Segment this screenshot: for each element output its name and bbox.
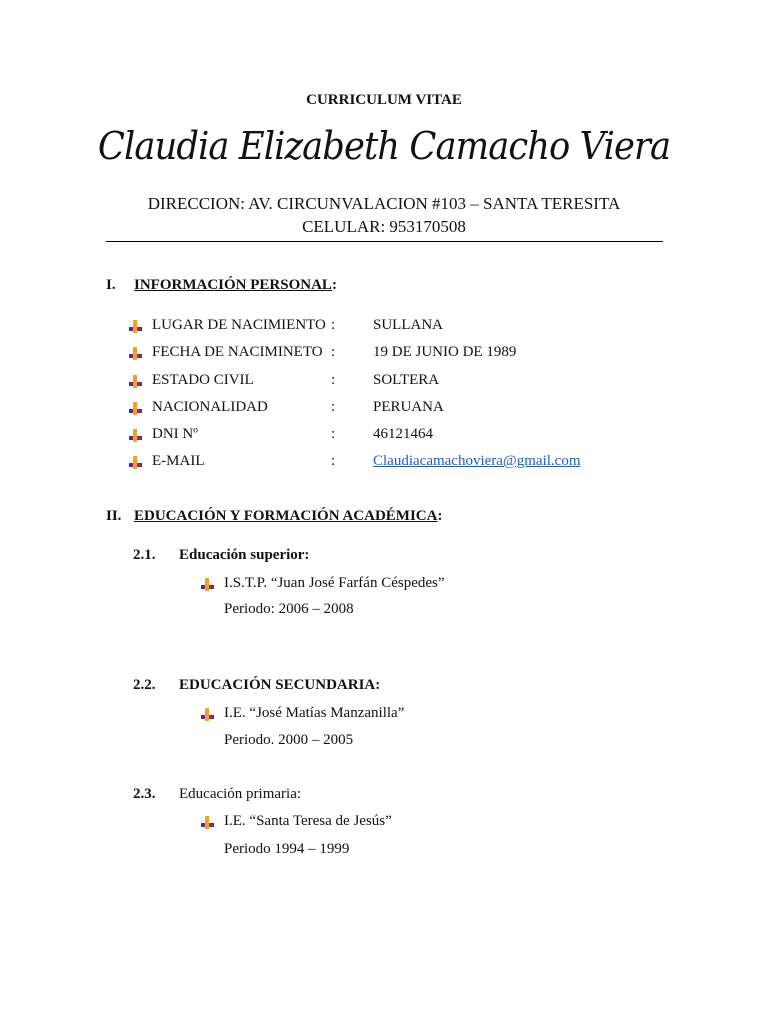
section-title: EDUCACIÓN Y FORMACIÓN ACADÉMICA	[134, 508, 438, 524]
email-link[interactable]: Claudiacamachoviera@gmail.com	[373, 453, 581, 469]
bullet-icon	[128, 319, 143, 334]
info-value: 46121464	[373, 426, 433, 442]
section-education-heading	[106, 508, 442, 525]
header-divider	[106, 241, 663, 242]
applicant-name: Claudia Elizabeth Camacho Viera	[97, 124, 671, 168]
document-title: CURRICULUM VITAE	[306, 92, 462, 108]
info-label: LUGAR DE NACIMIENTO	[152, 317, 326, 333]
info-colon: :	[331, 399, 336, 415]
info-label: E-MAIL	[152, 453, 205, 469]
info-value: 19 DE JUNIO DE 1989	[373, 344, 517, 360]
institution-name: I.E. “Santa Teresa de Jesús”	[224, 813, 392, 829]
bullet-icon	[200, 815, 215, 830]
section-title: INFORMACIÓN PERSONAL	[134, 277, 332, 293]
bullet-icon	[128, 346, 143, 361]
section-title-suffix: :	[437, 508, 443, 524]
subsection-number: 2.2.	[133, 677, 156, 693]
section-personal-info-heading	[106, 277, 337, 294]
section-number: I.	[106, 277, 116, 293]
info-label: DNI Nº	[152, 426, 198, 442]
info-colon: :	[331, 372, 336, 388]
address-line: DIRECCION: AV. CIRCUNVALACION #103 – SANTA TERESITA	[147, 194, 621, 213]
subsection-title: Educación primaria:	[179, 786, 302, 802]
bullet-icon	[200, 577, 215, 592]
info-colon: :	[331, 344, 336, 360]
subsection-title: Educación superior:	[179, 547, 310, 563]
info-colon: :	[331, 453, 336, 469]
subsection-title: EDUCACIÓN SECUNDARIA:	[179, 677, 381, 693]
bullet-icon	[200, 707, 215, 722]
education-period: Periodo: 2006 – 2008	[224, 601, 354, 617]
bullet-icon	[128, 428, 143, 443]
section-number: II.	[106, 508, 122, 524]
info-value: SULLANA	[373, 317, 443, 333]
bullet-icon	[128, 374, 143, 389]
phone-line: CELULAR: 953170508	[302, 217, 466, 236]
info-value: SOLTERA	[373, 372, 440, 388]
institution-name: I.E. “José Matías Manzanilla”	[224, 705, 405, 721]
info-label: FECHA DE NACIMINETO	[152, 344, 323, 360]
info-colon: :	[331, 426, 336, 442]
institution-name: I.S.T.P. “Juan José Farfán Céspedes”	[224, 575, 445, 591]
section-title-suffix: :	[331, 277, 337, 293]
info-value: PERUANA	[373, 399, 444, 415]
info-label: NACIONALIDAD	[152, 399, 268, 415]
subsection-number: 2.1.	[133, 547, 156, 563]
subsection-number: 2.3.	[133, 786, 156, 802]
bullet-icon	[128, 455, 143, 470]
info-colon: :	[331, 317, 336, 333]
bullet-icon	[128, 401, 143, 416]
education-period: Periodo 1994 – 1999	[224, 841, 350, 857]
info-label: ESTADO CIVIL	[152, 372, 254, 388]
education-period: Periodo. 2000 – 2005	[224, 732, 354, 748]
